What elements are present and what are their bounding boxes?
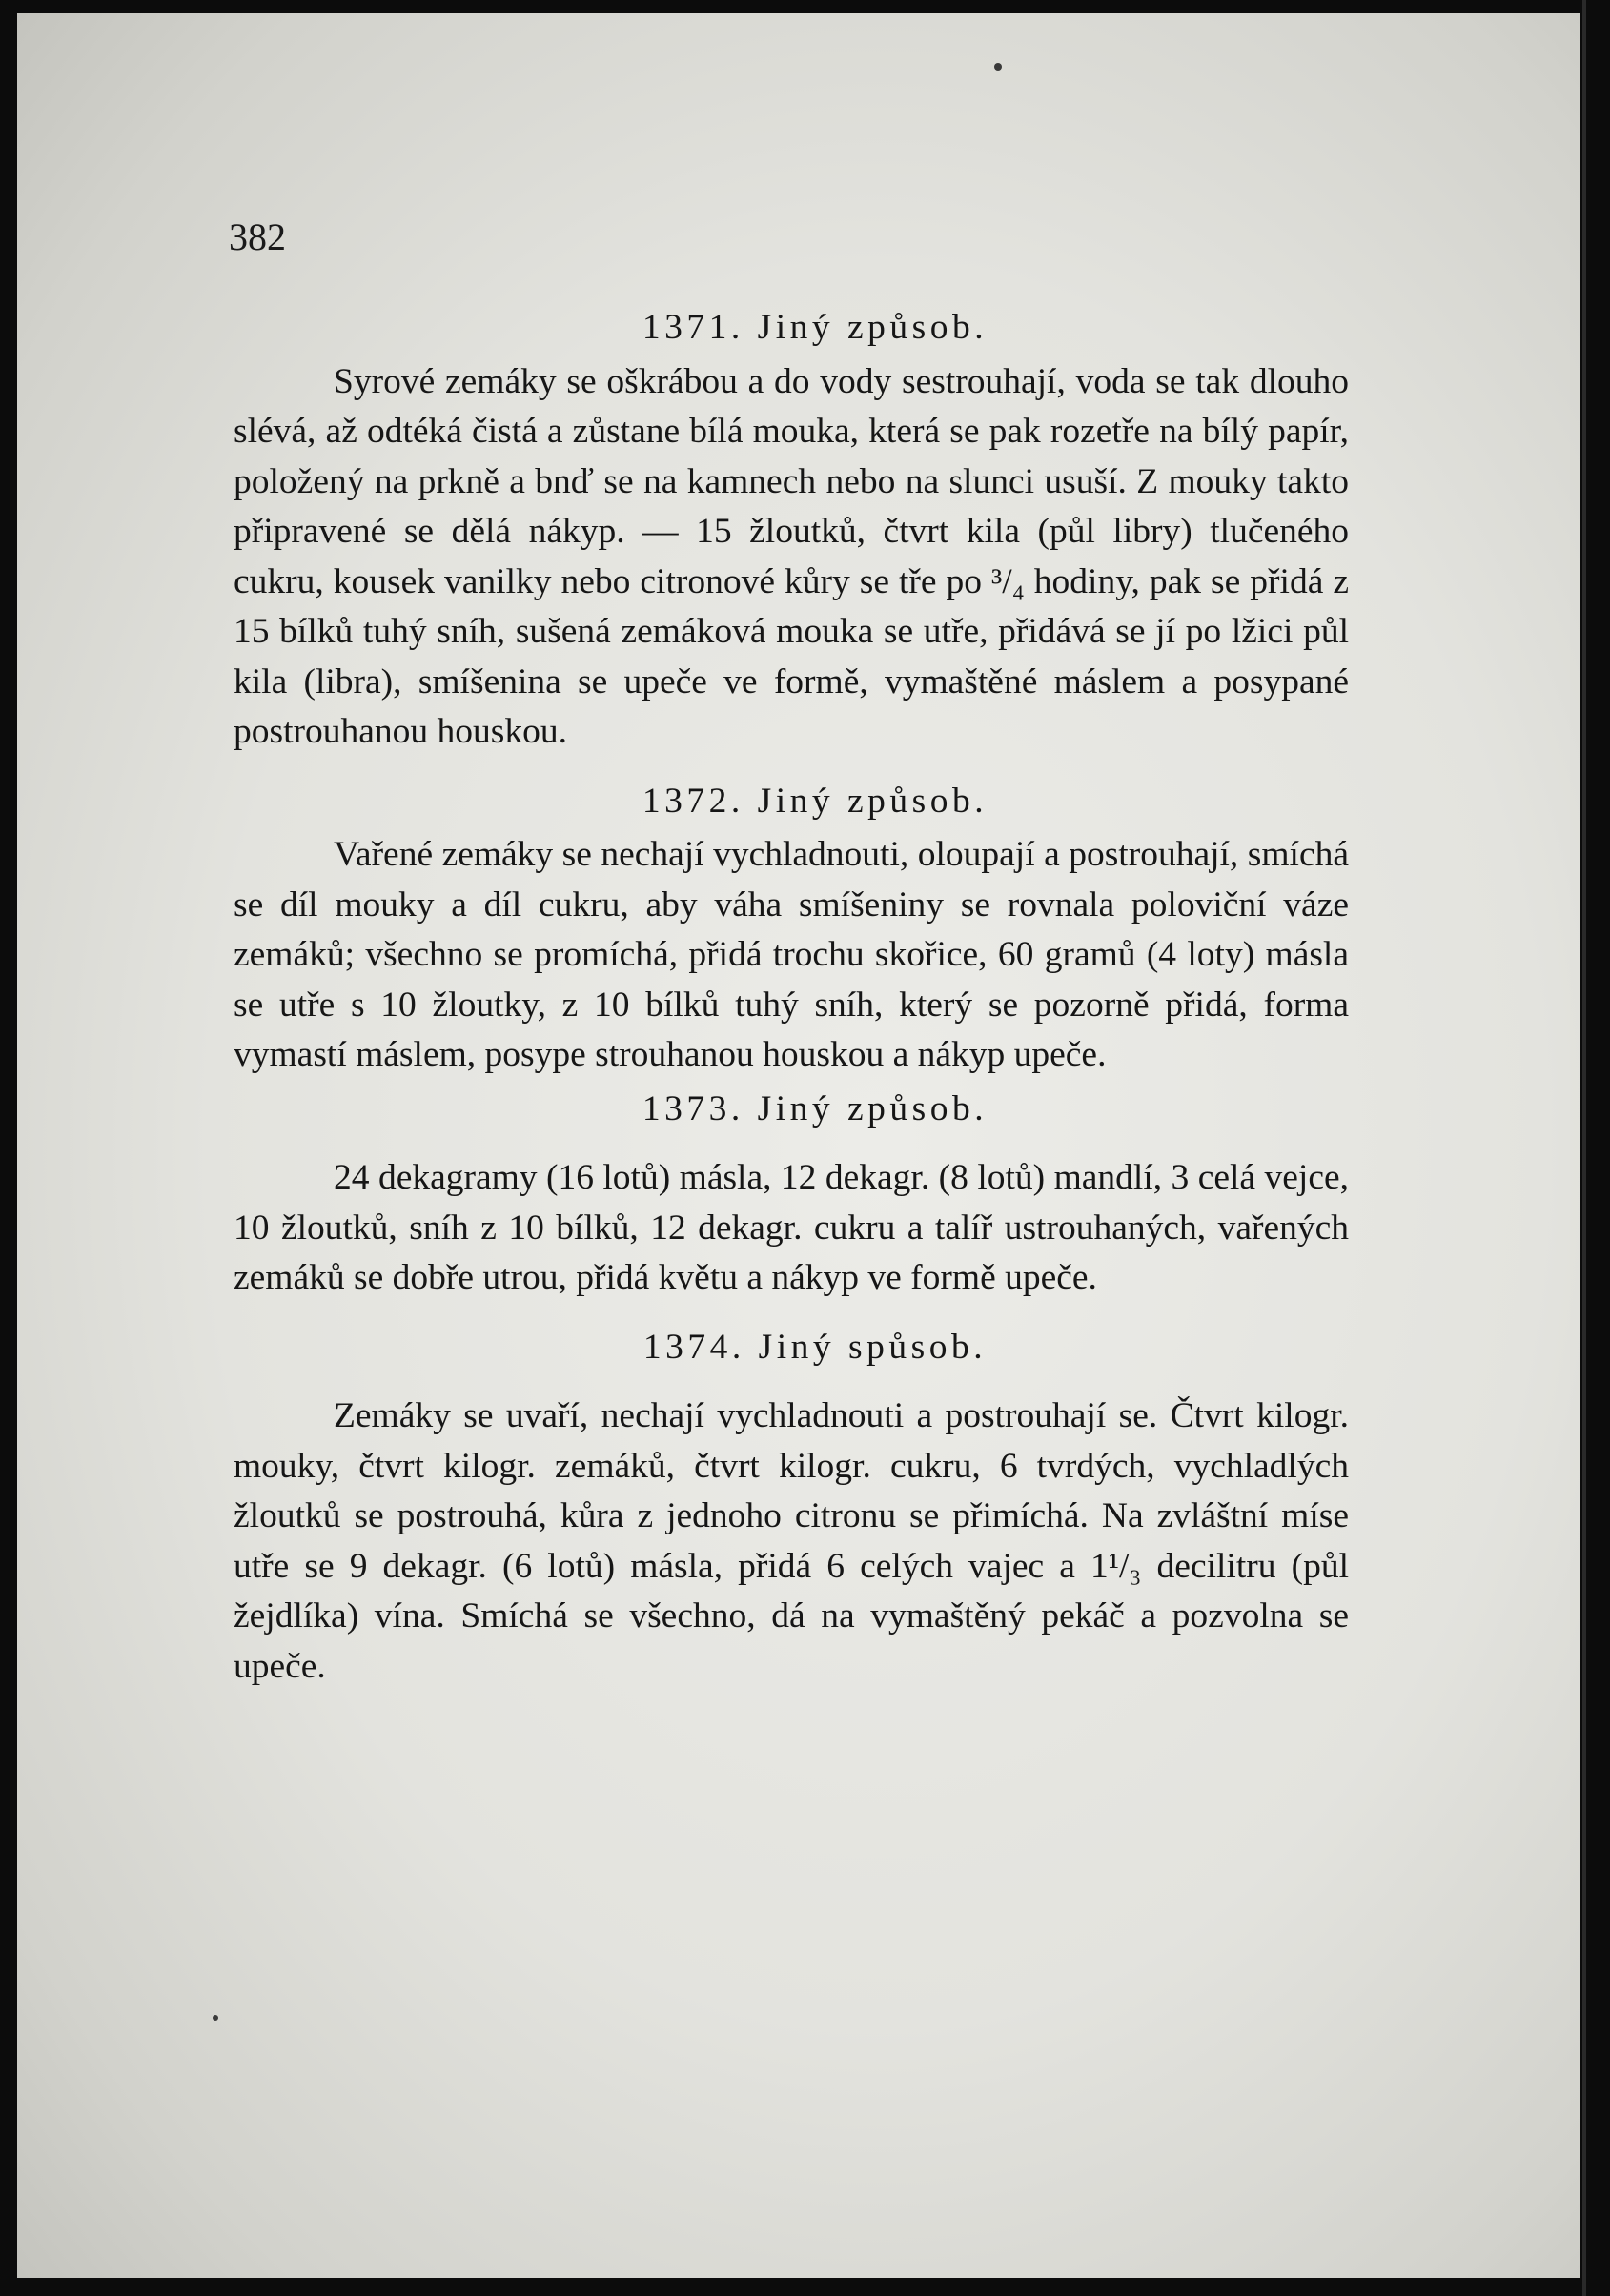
page-body <box>234 303 1349 1692</box>
page-number: 382 <box>229 215 286 258</box>
ink-speck <box>213 2015 218 2021</box>
recipe-text-1372: Vařené zemáky se nechají vychladnouti, oloupají a postrouhají, smíchá se díl mouky a díl cukru, aby váha smíšeniny se rovnala poloviční váze zemáků; všechno se promíchá, přidá trochu skořice, 60 gramů (4 loty) másla se utře s 10 žloutky, z 10 bílků tuhý sníh, který se pozorně přidá, forma vymastí máslem, posype strouhanou houskou a nákyp upeče. <box>234 835 1349 1074</box>
recipe-text-1374: Zemáky se uvaří, nechají vychladnouti a postrouhají se. Čtvrt kilogr. mouky, čtvrt kilogr. zemáků, čtvrt kilogr. cukru, 6 tvrdých, vychladlých žloutků se postrouhá, kůra z jednoho citronu se přimíchá. Na zvláštní míse utře se 9 dekagr. (6 lotů) másla, přidá 6 celých vajec a 1¹/₃ decilitru (půl žejdlíka) vína. Smíchá se všechno, dá na vymaštěný pekáč a pozvolna se upeče. <box>234 1396 1349 1686</box>
recipe-heading-1372: 1372. Jiný způsob. <box>642 781 988 821</box>
recipe-heading-1371: 1371. Jiný způsob. <box>642 308 988 347</box>
recipe-heading-1373: 1373. Jiný způsob. <box>642 1088 988 1128</box>
recipe-text-1371: Syrové zemáky se oškrábou a do vody sestrouhají, voda se tak dlouho slévá, až odtéká čistá a zůstane bílá mouka, která se pak rozetře na bílý papír, položený na prkně a bnď se na kamnech nebo na slunci usuší. Z mouky takto připravené se dělá nákyp. — 15 žloutků, čtvrt kila (půl libry) tlučeného cukru, kousek vanilky nebo citronové kůry se tře po ³/₄ hodiny, pak se přidá z 15 bílků tuhý sníh, sušená zemáková mouka se utře, přidává se jí po lžici půl kila (libra), smíšenina se upeče ve formě, vymaštěné máslem a posypané postrouhanou houskou. <box>234 361 1349 751</box>
page-edge <box>1582 0 1586 2296</box>
recipe-text-1373: 24 dekagramy (16 lotů) másla, 12 dekagr. (8 lotů) mandlí, 3 celá vejce, 10 žloutků, sníh z 10 bílků, 12 dekagr. cukru a talíř ustrouhaných, vařených zemáků se dobře utrou, přidá květu a nákyp ve formě upeče. <box>234 1158 1349 1297</box>
ink-speck <box>994 63 1002 71</box>
recipe-heading-1374: 1374. Jiný spůsob. <box>642 1327 988 1367</box>
